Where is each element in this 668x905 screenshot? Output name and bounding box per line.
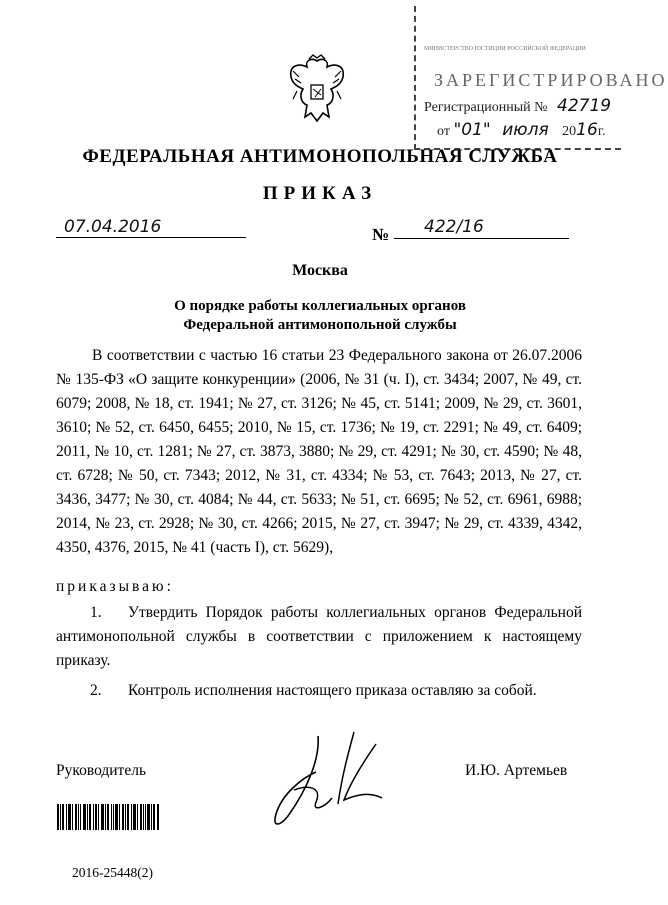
- stamp-reg-number: 42719: [557, 96, 612, 116]
- order-date: 07.04.2016: [64, 217, 162, 237]
- subject-line-2: Федеральной антимонопольной службы: [183, 317, 457, 333]
- date-underline: [56, 237, 246, 238]
- order-item-1-number: 1.: [90, 604, 102, 621]
- number-underline: [394, 238, 569, 239]
- agency-title: ФЕДЕРАЛЬНАЯ АНТИМОНОПОЛЬНАЯ СЛУЖБА: [82, 146, 558, 167]
- stamp-date-month: июля: [502, 120, 549, 140]
- order-number: 422/16: [424, 217, 484, 237]
- coat-of-arms-emblem: [285, 55, 349, 127]
- stamp-header-text: МИНИСТЕРСТВО ЮСТИЦИИ РОССИЙСКОЙ ФЕДЕРАЦИИ: [424, 46, 586, 52]
- order-item-2-text: Контроль исполнения настоящего приказа оставляю за собой.: [128, 682, 537, 699]
- order-item-2: [56, 679, 582, 703]
- stamp-reg-row: [424, 96, 611, 116]
- order-number-label: №: [372, 225, 390, 244]
- barcode-icon: [57, 804, 159, 830]
- order-item-1: [56, 601, 582, 673]
- order-city: Москва: [292, 262, 348, 279]
- stamp-title: ЗАРЕГИСТРИРОВАНО: [434, 70, 668, 90]
- stamp-date-row: [437, 120, 605, 140]
- order-word: приказываю:: [56, 578, 174, 595]
- stamp-date-prefix: от: [437, 124, 450, 139]
- preamble-paragraph: В соответствии с частью 16 статьи 23 Федерального закона от 26.07.2006 № 135-ФЗ «О защите конкуренции» (2006, № 31 (ч. I), ст. 3434; 2007, № 49, ст. 6079; 2008, № 18, ст. 1941; № 27, ст. 3126; № 45, ст. 5141; 2009, № 29, ст. 3601, 3610; № 52, ст. 6450, 6455; 2010, № 15, ст. 1736; № 19, ст. 2291; № 49, ст. 6409; 2011, № 10, ст. 1281; № 27, ст. 3873, 3880; № 29, ст. 4291; № 30, ст. 4590; № 48, ст. 6728; № 50, ст. 7343; 2012, № 31, ст. 4334; № 53, ст. 7643; 2013, № 27, ст. 3436, 3477; № 30, ст. 4084; № 44, ст. 5633; № 51, ст. 6695; № 52, ст. 6961, 6988; 2014, № 23, ст. 2928; № 30, ст. 4266; 2015, № 27, ст. 3947; № 29, ст. 4339, 4342, 4350, 4376, 2015, № 41 (часть I), ст. 5629),: [56, 347, 582, 556]
- order-subject: [0, 297, 640, 335]
- stamp-date-day: "01": [453, 120, 491, 140]
- stamp-date-year-prefix: 20: [562, 124, 577, 139]
- order-item-1-text: Утвердить Порядок работы коллегиальных органов Федеральной антимонопольной службы в соответствии с приложением к настоящему приказу.: [56, 604, 582, 669]
- subject-line-1: О порядке работы коллегиальных органов: [174, 298, 466, 314]
- stamp-date-year: 16: [576, 120, 598, 140]
- document-code: 2016-25448(2): [72, 865, 153, 880]
- order-item-2-number: 2.: [90, 682, 102, 699]
- stamp-date-suffix: г.: [597, 124, 606, 139]
- handwritten-signature: [258, 718, 418, 838]
- signatory-position: Руководитель: [56, 762, 147, 779]
- document-type: ПРИКАЗ: [262, 183, 378, 204]
- signatory-name: И.Ю. Артемьев: [465, 762, 568, 779]
- stamp-reg-label: Регистрационный №: [424, 100, 548, 115]
